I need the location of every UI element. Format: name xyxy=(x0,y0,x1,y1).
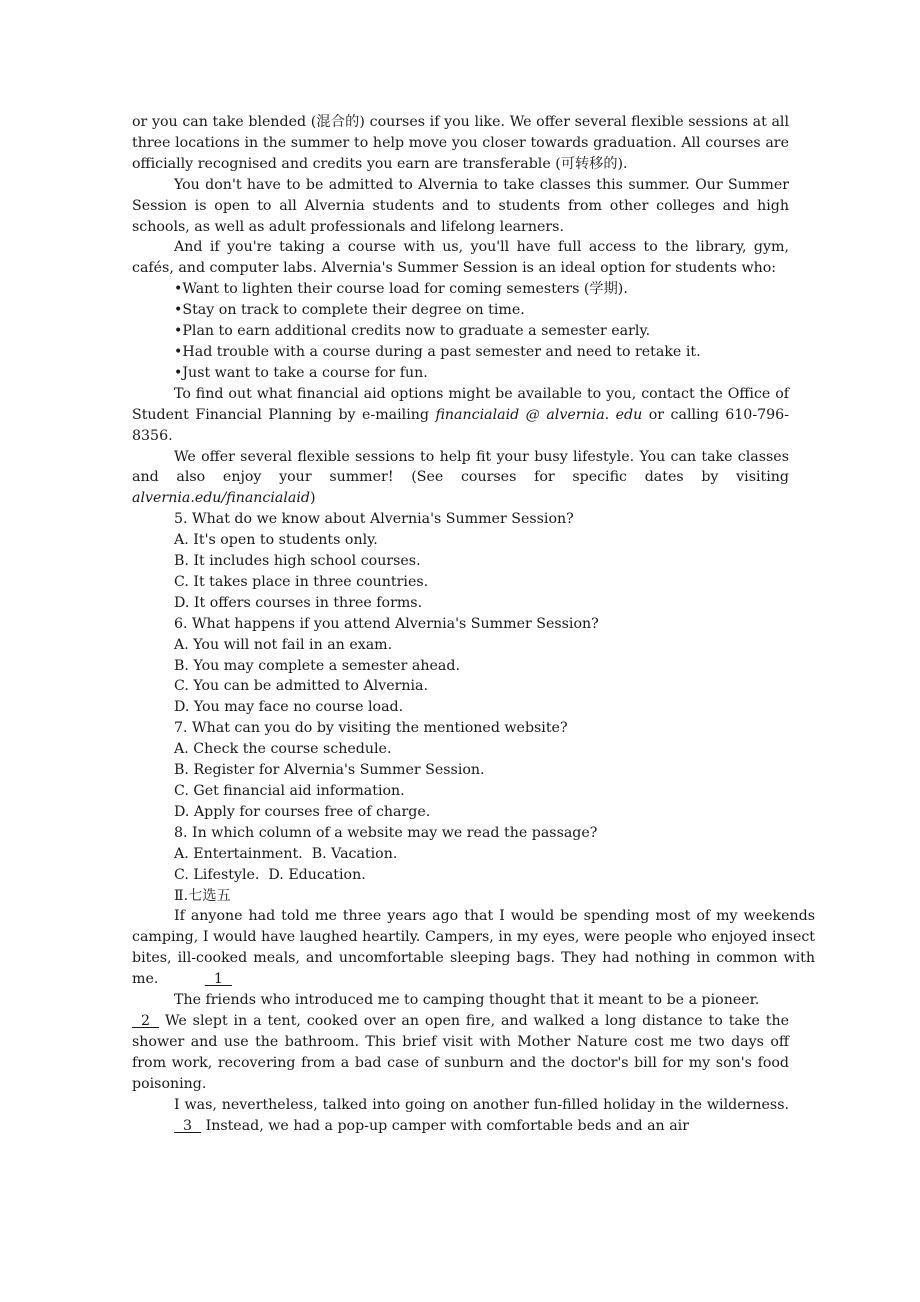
blank-3: 3 xyxy=(174,1117,202,1134)
financial-aid-text: To find out what financial aid options might be available to you, contact the Office of Student Financial Planning by e-mailing xyxy=(132,385,789,423)
answer-option: B. Register for Alvernia's Summer Session. xyxy=(174,762,485,779)
question-stem: 5. What do we know about Alvernia's Summer Session? xyxy=(174,511,574,528)
bullet-item: •Had trouble with a course during a past semester and need to retake it. xyxy=(174,343,701,360)
question-7 xyxy=(132,718,789,823)
answer-option: A. Check the course schedule. xyxy=(174,741,392,758)
paragraph-access: And if you're taking a course with us, you'll have full access to the library, gym, cafés, and computer labs. Alvernia's Summer Session is an ideal option for students who: xyxy=(132,239,789,277)
pioneer-text: We slept in a tent, cooked over an open fire, and walked a long distance to take the shower and use the bathroom. This brief visit with Mother Nature cost me two days off from work, recovering from a bad case of sunburn and the doctor's bill for my son's food poisoning. xyxy=(132,1012,789,1092)
answer-option: A. It's open to students only. xyxy=(174,532,378,549)
question-stem: 6. What happens if you attend Alvernia's Summer Session? xyxy=(174,615,599,632)
flexible-sessions-text: We offer several flexible sessions to help fit your busy lifestyle. You can take classes and also enjoy your summer! (See courses for specific dates by visiting xyxy=(132,448,789,486)
bullet-item: •Plan to earn additional credits now to graduate a semester early. xyxy=(174,323,651,340)
website-link: alvernia.edu/financialaid xyxy=(132,490,310,507)
blank-2: 2 xyxy=(132,1012,160,1029)
question-stem: 8. In which column of a website may we read the passage? xyxy=(174,824,598,841)
paragraph-flexible-sessions xyxy=(132,447,789,510)
answer-option: A. Entertainment. B. Vacation. xyxy=(174,845,398,862)
answer-option: B. It includes high school courses. xyxy=(174,553,421,570)
paragraph-financial-aid xyxy=(132,384,789,447)
bullet-list xyxy=(132,279,789,384)
answer-option: C. Get financial aid information. xyxy=(174,783,405,799)
section-heading: Ⅱ.七选五 xyxy=(174,887,231,904)
wilderness-after: Instead, we had a pop-up camper with comfortable beds and an air xyxy=(201,1117,689,1134)
answer-option: D. Apply for courses free of charge. xyxy=(174,803,431,820)
question-8 xyxy=(132,823,789,886)
answer-option: C. It takes place in three countries. xyxy=(174,573,429,590)
pioneer-first-line: The friends who introduced me to camping thought that it meant to be a pioneer. xyxy=(174,992,760,1009)
bullet-item: •Want to lighten their course load for coming semesters (学期). xyxy=(174,281,628,298)
document-page xyxy=(132,112,815,1136)
answer-option: A. You will not fail in an exam. xyxy=(174,636,393,653)
answer-option: D. It offers courses in three forms. xyxy=(174,594,423,611)
question-5 xyxy=(132,509,789,614)
answer-option: C. You can be admitted to Alvernia. xyxy=(174,678,429,695)
question-stem: 7. What can you do by visiting the mentioned website? xyxy=(174,720,568,737)
financial-aid-phone: or calling 610-796-8356. xyxy=(132,406,789,444)
bullet-item: •Just want to take a course for fun. xyxy=(174,364,428,381)
answer-option: B. You may complete a semester ahead. xyxy=(174,657,460,674)
paragraph-blended-courses: or you can take blended (混合的) courses if you like. We offer several flexible sessions at all three locations in the summer to help move you closer towards graduation. All courses are officially recognised and credits you earn are transferable (可转移的). xyxy=(132,114,789,172)
answer-option: D. You may face no course load. xyxy=(174,699,404,716)
blank-1: 1 xyxy=(204,971,232,988)
paragraph-admission: You don't have to be admitted to Alvernia to take classes this summer. Our Summer Session is open to all Alvernia students and to students from other colleges and high schools, as well as adult professionals and lifelong learners. xyxy=(132,176,789,235)
camping-intro-text: If anyone had told me three years ago that I would be spending most of my weekends camping, I would have laughed heartily. Campers, in my eyes, were people who enjoyed insect bites, ill-cooked meals, and uncomfortable sleeping bags. They had nothing in common with me. xyxy=(132,908,815,988)
answer-option: C. Lifestyle. D. Education. xyxy=(174,866,366,883)
paragraph-camping-intro xyxy=(132,906,815,990)
closing-paren: ) xyxy=(309,490,316,507)
paragraph-wilderness xyxy=(132,1095,789,1137)
email-address: financialaid @ alvernia. edu xyxy=(435,406,643,423)
wilderness-text: I was, nevertheless, talked into going on another fun-filled holiday in the wilderness. xyxy=(174,1096,789,1113)
question-6 xyxy=(132,614,789,719)
paragraph-pioneer xyxy=(132,990,789,1095)
bullet-item: •Stay on track to complete their degree on time. xyxy=(174,302,525,319)
